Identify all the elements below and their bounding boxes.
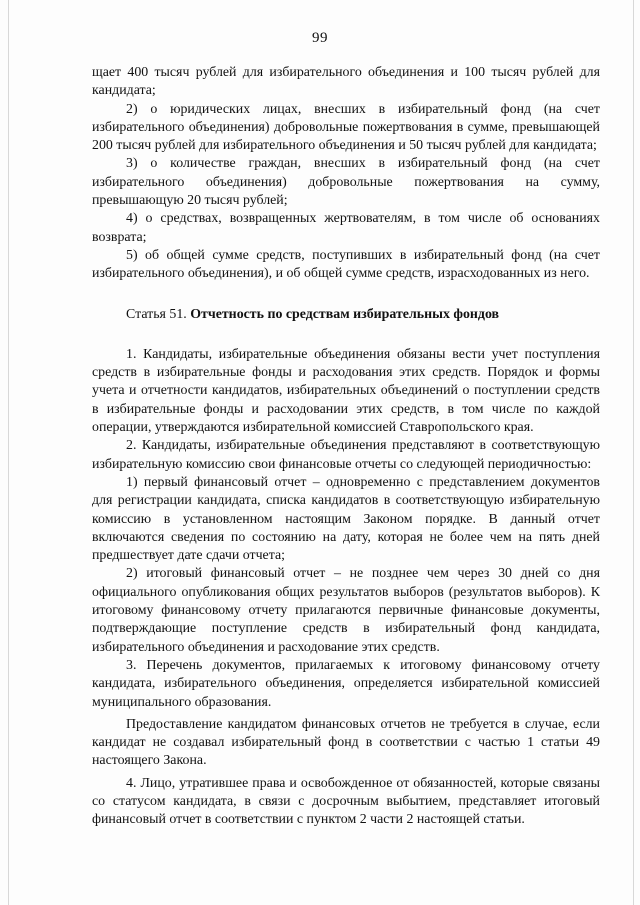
clause-4: 4. Лицо, утратившее права и освобожденное от обязанностей, которые связаны со статусом кандидата, в связи с досрочным выбытием, представляет итоговый финансовый отчет в соответствии с пунктом 2 части 2 настоящей статьи.: [92, 775, 600, 828]
clause-3: 3. Перечень документов, прилагаемых к итоговому финансовому отчету кандидата, избирательного объединения, определяется избирательной комиссией муниципального образования.: [92, 657, 600, 710]
list-item-3: 3) о количестве граждан, внесших в избирательный фонд (на счет избирательного объединения) добровольные пожертвования на сумму, превышающую 20 тысяч рублей;: [92, 156, 600, 209]
article-title: Отчетность по средствам избирательных фондов: [190, 306, 500, 322]
paragraph-continuation: щает 400 тысяч рублей для избирательного объединения и 100 тысяч рублей для кандидата;: [92, 65, 600, 99]
clause-3-note: Предоставление кандидатом финансовых отчетов не требуется в случае, если кандидат не создавал избирательный фонд в соответствии с частью 1 статьи 49 настоящего Закона.: [92, 716, 600, 769]
clause-2-item-1: 1) первый финансовый отчет – одновременно с представлением документов для регистрации кандидата, списка кандидатов в соответствующую избирательную комиссию в установленном настоящим Законом порядке. В данный отчет включаются сведения по состоянию на дату, которая не более чем на пять дней предшествует дате сдачи отчета;: [92, 474, 600, 564]
list-item-4: 4) о средствах, возвращенных жертвователям, в том числе об основаниях возврата;: [92, 211, 600, 245]
page-number: 99: [312, 30, 328, 46]
body-text: [92, 64, 600, 830]
list-item-5: 5) об общей сумме средств, поступивших в избирательный фонд (на счет избирательного объединения), и об общей сумме средств, израсходованных из него.: [92, 247, 600, 282]
clause-1: 1. Кандидаты, избирательные объединения обязаны вести учет поступления средств в избирательные фонды и расходования этих средств. Порядок и формы учета и отчетности кандидатов, избирательных объединений о поступлении средств в избирательные фонды и расходовании этих средств, в том числе по каждой операции, утверждаются избирательной комиссией Ставропольского края.: [92, 346, 600, 436]
list-item-2: 2) о юридических лицах, внесших в избирательный фонд (на счет избирательного объединения) добровольные пожертвования в сумме, превышающей 200 тысяч рублей для избирательного объединения и 50 тысяч рублей для кандидата;: [92, 101, 600, 154]
article-prefix: Статья 51.: [126, 306, 191, 322]
scan-edge-left: [8, 0, 9, 905]
scan-edge-right: [633, 0, 634, 905]
clause-2-item-2: 2) итоговый финансовый отчет – не позднее чем через 30 дней со дня официального опубликования общих результатов выборов (результатов выборов). К итоговому финансовому отчету прилагаются первичные финансовые документы, подтверждающие поступление средств в избирательный фонд кандидата, избирательного объединения и расходование этих средств.: [92, 566, 600, 655]
article-heading: [92, 306, 600, 324]
clause-2: 2. Кандидаты, избирательные объединения представляют в соответствующую избирательную комиссию свои финансовые отчеты со следующей периодичностью:: [92, 438, 600, 472]
